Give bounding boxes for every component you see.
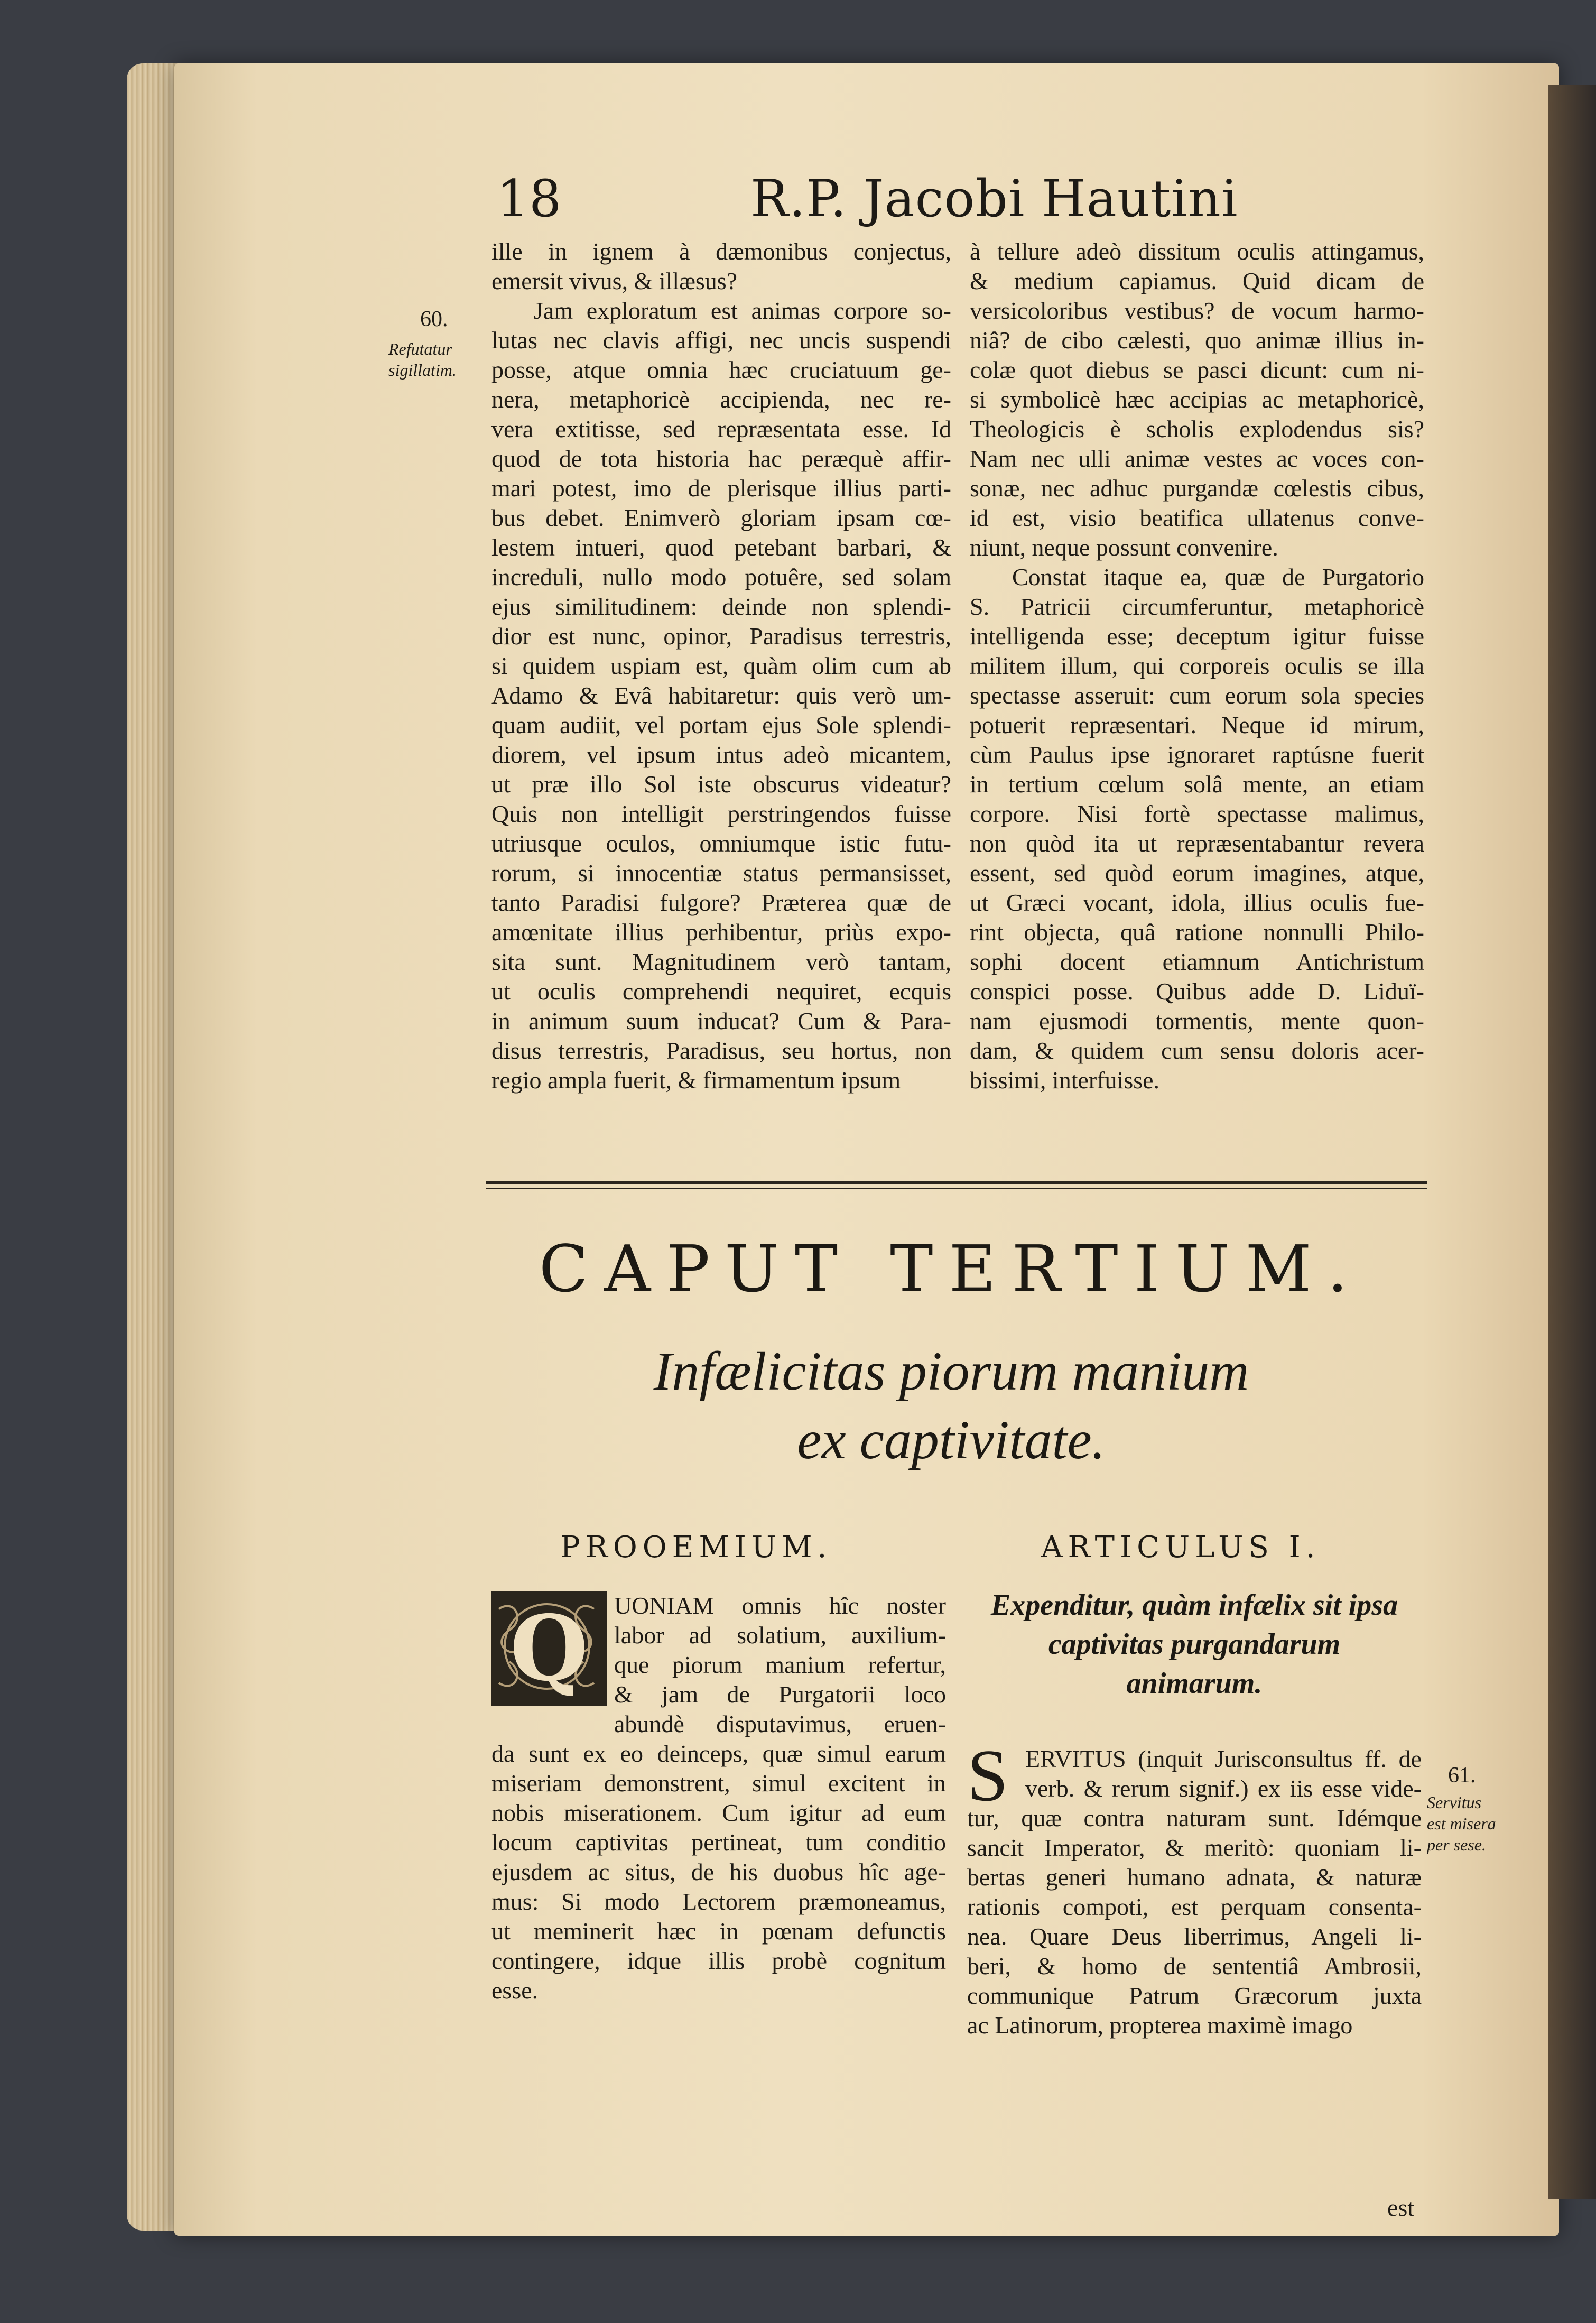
text-line: verb. & rerum signif.) ex iis esse vide-	[1025, 1775, 1422, 1802]
text-line: militem illum, qui corporeis oculis se illa	[970, 652, 1424, 679]
text-line: Theologicis è scholis explodendus sis?	[970, 415, 1424, 442]
text-line: niâ? de cibo cælesti, quo animæ illius in-	[970, 327, 1424, 354]
articulus-subtitle	[967, 1586, 1422, 1703]
chapter-title: CAPUT TERTIUM.	[539, 1232, 1364, 1307]
text-line: non quòd ita ut repræsentabantur revera	[970, 830, 1424, 857]
initial-letter-s: S	[967, 1735, 1008, 1817]
text-line: tanto Paradisi fulgore? Præterea quæ de	[491, 889, 951, 916]
text-line: vera extitisse, sed repræsentata esse. Id	[491, 415, 951, 442]
text-line: Constat itaque ea, quæ de Purgatorio	[1012, 563, 1424, 590]
text-line: da sunt ex eo deinceps, quæ simul earum	[491, 1740, 946, 1767]
text-line: S. Patricii circumferuntur, metaphoricè	[970, 593, 1424, 620]
text-line: beri, & homo de sententiâ Ambrosii,	[967, 1952, 1422, 1979]
text-line: contingere, idque illis probè cognitum	[491, 1947, 946, 1974]
running-title: R.P. Jacobi Hautini	[750, 169, 1238, 228]
text-line: rint objecta, quâ ratione nonnulli Philo-	[970, 919, 1424, 946]
text-line: Quis non intelligit perstringendos fuisse	[491, 800, 951, 827]
text-line: dior est nunc, opinor, Paradisus terrestris,	[491, 623, 951, 650]
text-line: tur, quæ contra naturam sunt. Idémque	[967, 1804, 1422, 1831]
margin-note-line: Refutatur	[388, 339, 452, 358]
right-column	[970, 237, 1424, 1095]
margin-number-60: 60.	[420, 307, 448, 331]
articulus-subtitle-line: Expenditur, quàm infælix sit ipsa	[990, 1589, 1398, 1622]
left-column	[491, 237, 951, 1095]
text-line: essent, sed quòd eorum imagines, atque,	[970, 859, 1424, 886]
text-line: Jam exploratum est animas corpore so-	[534, 297, 951, 324]
margin-note-61	[1427, 1792, 1511, 1855]
articulus-heading: ARTICULUS I.	[1041, 1530, 1321, 1565]
margin-note-line: per sese.	[1427, 1835, 1486, 1854]
text-line: ejusdem ac situs, de his duobus hîc age-	[491, 1858, 946, 1885]
initial-letter-q: Q	[509, 1596, 589, 1701]
page-number: 18	[497, 169, 562, 228]
text-line: si quidem uspiam est, quàm olim cum ab	[491, 652, 951, 679]
text-line: si symbolicè hæc accipias ac metaphoricè,	[970, 386, 1424, 413]
text-line: ac Latinorum, propterea maximè imago	[967, 2012, 1353, 2039]
text-line: in animum suum inducat? Cum & Para-	[491, 1007, 951, 1034]
text-line: in tertium cœlum solâ mente, an etiam	[970, 771, 1424, 798]
text-line: sophi docent etiamnum Antichristum	[970, 948, 1424, 975]
catchword: est	[1387, 2194, 1415, 2221]
text-line: potuerit repræsentari. Neque id mirum,	[970, 711, 1424, 738]
text-line: communique Patrum Græcorum juxta	[967, 1982, 1422, 2009]
proemium-heading: PROOEMIUM.	[560, 1530, 832, 1565]
text-line: intelligenda esse; deceptum igitur fuisse	[970, 623, 1424, 650]
text-line: Adamo & Evâ habitaretur: quis verò um-	[491, 682, 951, 709]
text-line: rorum, si innocentiæ status permansisset,	[491, 859, 951, 886]
text-line: versicoloribus vestibus? de vocum harmo-	[970, 297, 1424, 324]
text-line: UONIAM omnis hîc noster	[614, 1592, 946, 1619]
text-line: lestem intueri, quod petebant barbari, &	[491, 534, 951, 561]
text-line: nam ejusmodi tormentis, mente quon-	[970, 1007, 1424, 1034]
text-line: ejus similitudinem: deinde non splendi-	[491, 593, 951, 620]
text-line: labor ad solatium, auxilium-	[614, 1622, 946, 1649]
text-line: quam audiit, vel portam ejus Sole splendi-	[491, 711, 951, 738]
text-line: dam, & quidem cum sensu doloris acer-	[970, 1037, 1424, 1064]
text-line: disus terrestris, Paradisus, seu hortus, non	[491, 1037, 951, 1064]
margin-note-line: Servitus	[1427, 1793, 1482, 1812]
text-line: nera, metaphoricè accipienda, nec re-	[491, 386, 951, 413]
text-line: corpore. Nisi fortè spectasse malimus,	[970, 800, 1424, 827]
articulus-subtitle-line: animarum.	[1126, 1667, 1263, 1700]
text-line: nea. Quare Deus liberrimus, Angeli li-	[967, 1923, 1422, 1950]
articulus-subtitle-line: captivitas purgandarum	[1048, 1628, 1341, 1661]
text-line: amœnitate illius perhibentur, priùs expo-	[491, 919, 951, 946]
text-line: lutas nec clavis affigi, nec uncis suspendi	[491, 327, 951, 354]
text-line: abundè disputavimus, eruen-	[614, 1710, 946, 1737]
text-line: ut meminerit hæc in pœnam defunctis	[491, 1918, 946, 1945]
text-line: increduli, nullo modo potuêre, sed solam	[491, 563, 951, 590]
margin-note-line: est misera	[1427, 1814, 1496, 1833]
chapter-subtitle-line: Infælicitas piorum manium	[653, 1341, 1249, 1402]
text-line: sita sunt. Magnitudinem verò tantam,	[491, 948, 951, 975]
text-line: utriusque oculos, omniumque istic futu-	[491, 830, 951, 857]
text-line: sonæ, nec adhuc purgandæ cœlestis cibus,	[970, 475, 1424, 502]
articulus-text	[967, 1744, 1422, 2040]
text-line: emersit vivus, & illæsus?	[491, 267, 738, 294]
text-line: Nam nec ulli animæ vestes ac voces con-	[970, 445, 1424, 472]
text-line: locum captivitas pertineat, tum conditio	[491, 1829, 946, 1856]
text-line: ut oculis comprehendi nequiret, ecquis	[491, 978, 951, 1005]
text-line: à tellure adeò dissitum oculis attingamus,	[970, 238, 1424, 265]
section-divider-rule	[486, 1181, 1427, 1189]
text-line: conspici posse. Quibus adde D. Liduï-	[970, 978, 1424, 1005]
text-line: bissimi, interfuisse.	[970, 1067, 1160, 1094]
text-line: bertas generi humano adnata, & naturæ	[967, 1864, 1422, 1891]
text-line: bus debet. Enimverò gloriam ipsam cœ-	[491, 504, 951, 531]
text-line: diorem, vel ipsum intus adeò micantem,	[491, 741, 951, 768]
decorated-initial	[491, 1591, 607, 1706]
text-line: ut Græci vocant, idola, illius oculis fue-	[970, 889, 1424, 916]
text-line: ut præ illo Sol iste obscurus videatur?	[491, 771, 951, 798]
text-line: esse.	[491, 1977, 539, 2004]
text-line: niunt, neque possunt convenire.	[970, 534, 1278, 561]
margin-note-60	[388, 338, 473, 381]
text-line: ille in ignem à dæmonibus conjectus,	[491, 238, 951, 265]
text-line: spectasse asseruit: cum eorum sola species	[970, 682, 1424, 709]
chapter-subtitle-line: ex captivitate.	[797, 1410, 1106, 1470]
margin-note-line: sigillatim.	[388, 360, 457, 380]
text-line: & medium capiamus. Quid dicam de	[970, 267, 1424, 294]
text-line: ERVITUS (inquit Jurisconsultus ff. de	[1025, 1745, 1422, 1772]
text-line: mus: Si modo Lectorem præmoneamus,	[491, 1888, 946, 1915]
text-line: posse, atque omnia hæc cruciatuum ge-	[491, 356, 951, 383]
text-line: regio ampla fuerit, & firmamentum ipsum	[491, 1067, 901, 1094]
text-line: mari potest, imo de plerisque illius parti-	[491, 475, 951, 502]
text-line: id est, visio beatifica ullatenus conve-	[970, 504, 1424, 531]
text-line: & jam de Purgatorii loco	[614, 1681, 946, 1708]
text-line: colæ quot diebus se pasci dicunt: cum ni-	[970, 356, 1424, 383]
text-line: que piorum manium refertur,	[614, 1651, 946, 1678]
text-line: miseriam demonstrent, simul excitent in	[491, 1770, 946, 1797]
page-gutter-shadow	[1548, 85, 1596, 2199]
text-line: sancit Imperator, & meritò: quoniam li-	[967, 1834, 1422, 1861]
chapter-subtitle	[476, 1337, 1427, 1475]
text-line: quod de tota historia hac peræquè affir-	[491, 445, 951, 472]
text-line: rationis compoti, est perquam consenta-	[967, 1893, 1422, 1920]
margin-number-61: 61.	[1448, 1763, 1476, 1788]
text-line: nobis miserationem. Cum igitur ad eum	[491, 1799, 946, 1826]
text-line: cùm Paulus ipse ignoraret raptúsne fuerit	[970, 741, 1424, 768]
running-head	[497, 169, 1369, 238]
